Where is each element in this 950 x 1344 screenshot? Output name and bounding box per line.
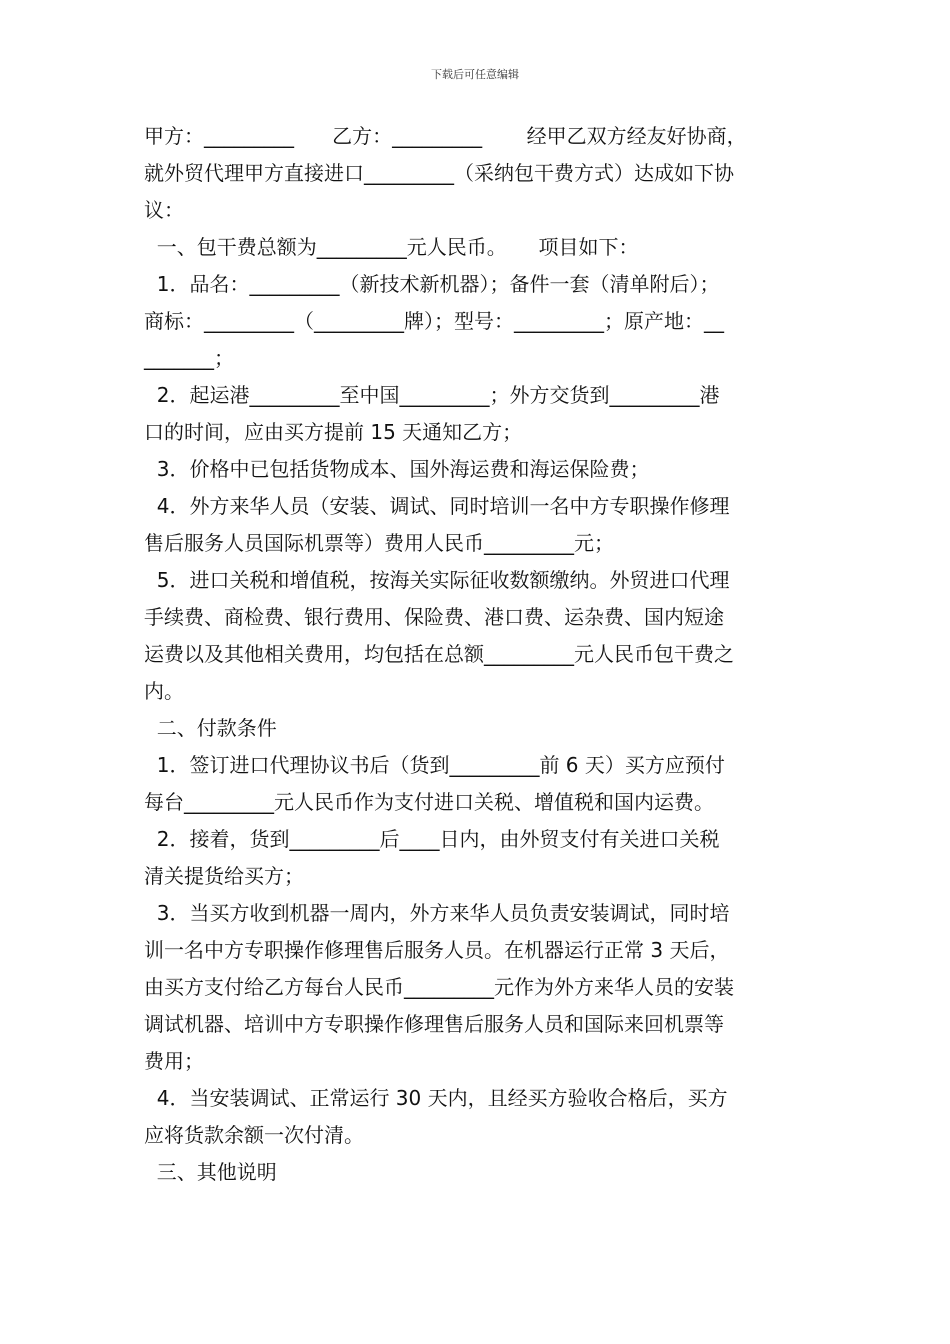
text-line: 每台_________元人民币作为支付进口关税、增值税和国内运费。 <box>144 790 714 814</box>
section-heading: 二、付款条件 <box>144 716 277 740</box>
text-line: 1．签订进口代理协议书后（货到_________前 6 天）买方应预付 <box>144 753 725 777</box>
text-line: 口的时间，应由买方提前 15 天通知乙方； <box>144 420 523 444</box>
text-line: 2．起运港_________至中国_________；外方交货到_________港 <box>144 383 720 407</box>
text-line: 售后服务人员国际机票等）费用人民币_________元； <box>144 531 614 555</box>
page-header: 下载后可任意编辑 <box>431 68 519 81</box>
text-line: 商标：_________（_________牌）；型号：_________；原产地：__ <box>144 309 724 333</box>
text-line: 调试机器、培训中方专职操作修理售后服务人员和国际来回机票等 <box>144 1012 724 1036</box>
text-line: 手续费、商检费、银行费用、保险费、港口费、运杂费、国内短途 <box>144 605 724 629</box>
text-line: 议： <box>144 198 184 222</box>
section-heading: 一、包干费总额为_________元人民币。 项目如下： <box>144 235 639 259</box>
text-line: 5．进口关税和增值税，按海关实际征收数额缴纳。外贸进口代理 <box>144 568 730 592</box>
text-line: 3．当买方收到机器一周内，外方来华人员负责安装调试，同时培 <box>144 901 730 925</box>
text-line: 甲方：_________ 乙方：_________ 经甲乙双方经友好协商， <box>144 124 747 148</box>
text-line: 2．接着，货到_________后____日内，由外贸支付有关进口关税 <box>144 827 720 851</box>
text-line: 费用； <box>144 1049 204 1073</box>
text-line: 运费以及其他相关费用，均包括在总额_________元人民币包干费之 <box>144 642 734 666</box>
document-body <box>144 118 810 1191</box>
text-line: 训一名中方专职操作修理售后服务人员。在机器运行正常 3 天后， <box>144 938 730 962</box>
text-line: 4．外方来华人员（安装、调试、同时培训一名中方专职操作修理 <box>144 494 730 518</box>
text-line: 3．价格中已包括货物成本、国外海运费和海运保险费； <box>144 457 650 481</box>
text-line: 4．当安装调试、正常运行 30 天内，且经买方验收合格后，买方 <box>144 1086 728 1110</box>
text-line: 内。 <box>144 679 184 703</box>
text-line: 就外贸代理甲方直接进口_________（采纳包干费方式）达成如下协 <box>144 161 734 185</box>
text-line: 应将货款余额一次付清。 <box>144 1123 364 1147</box>
text-line: 1．品名：_________（新技术新机器）；备件一套（清单附后）； <box>144 272 720 296</box>
text-line: 清关提货给买方； <box>144 864 304 888</box>
text-line: _______； <box>144 346 234 370</box>
section-heading: 三、其他说明 <box>144 1160 277 1184</box>
text-line: 由买方支付给乙方每台人民币_________元作为外方来华人员的安装 <box>144 975 734 999</box>
